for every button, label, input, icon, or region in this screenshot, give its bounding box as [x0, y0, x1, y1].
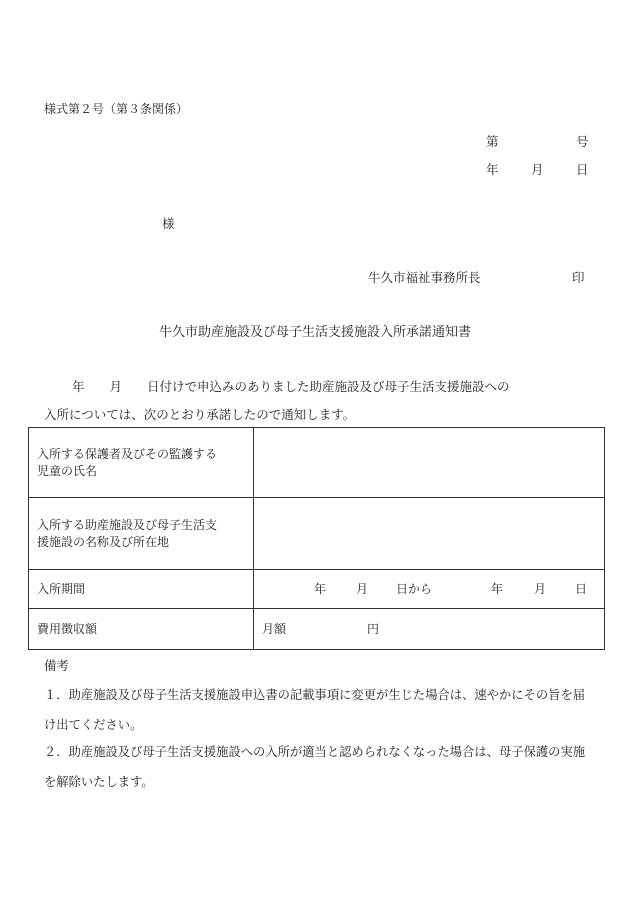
document-title: 牛久市助産施設及び母子生活支援施設入所承諾通知書: [158, 325, 471, 340]
value-admission-period[interactable]: [254, 570, 605, 609]
document-number-prefix: 第: [486, 134, 499, 149]
table-row-period: [29, 570, 605, 609]
table-row-names: [29, 428, 605, 498]
addressee-honorific: 様: [162, 216, 175, 231]
seal-mark: 印: [572, 270, 585, 285]
label-fee-amount: 費用徴収額: [29, 609, 254, 650]
table-row-facility: [29, 498, 605, 570]
value-facility-name-address[interactable]: [254, 498, 605, 570]
remark-note-2: ２．助産施設及び母子生活支援施設への入所が適当と認められなくなった場合は、母子保護の実施を解除いたします。: [44, 745, 586, 789]
remark-note-1: １．助産施設及び母子生活支援施設申込書の記載事項に変更が生じた場合は、速やかにその旨を届け出てください。: [44, 688, 586, 732]
table-row-fee: [29, 609, 605, 650]
fee-monthly-label: 月額: [262, 622, 287, 636]
label-guardian-child-names: 入所する保護者及びその監護する 児童の氏名: [29, 428, 254, 498]
admission-details-table: [28, 427, 605, 650]
period-year-start: 年: [314, 582, 327, 596]
period-month-end: 月: [534, 582, 547, 596]
sender-name: 牛久市福祉事務所長: [368, 270, 481, 285]
issue-date-month: 月: [531, 162, 544, 177]
document-number-suffix: 号: [576, 134, 589, 149]
value-guardian-child-names[interactable]: [254, 428, 605, 498]
issue-date-year: 年: [486, 162, 499, 177]
body-text-line-1: 年 月 日付けで申込みのありました助産施設及び母子生活支援施設への: [72, 379, 510, 394]
period-month-start: 月: [356, 582, 369, 596]
label-admission-period: 入所期間: [29, 570, 254, 609]
body-text-line-2: 入所については、次のとおり承諾したので通知します。: [44, 407, 356, 422]
remarks-heading: 備考: [44, 658, 70, 673]
period-day-from: 日から: [396, 582, 433, 596]
fee-unit-yen: 円: [367, 622, 380, 636]
period-year-end: 年: [491, 582, 504, 596]
form-number: 様式第２号（第３条関係）: [44, 102, 189, 116]
value-fee-amount[interactable]: [254, 609, 605, 650]
issue-date-day: 日: [576, 162, 589, 177]
label-facility-name-address: 入所する助産施設及び母子生活支 援施設の名称及び所在地: [29, 498, 254, 570]
period-day-end: 日: [575, 582, 588, 596]
